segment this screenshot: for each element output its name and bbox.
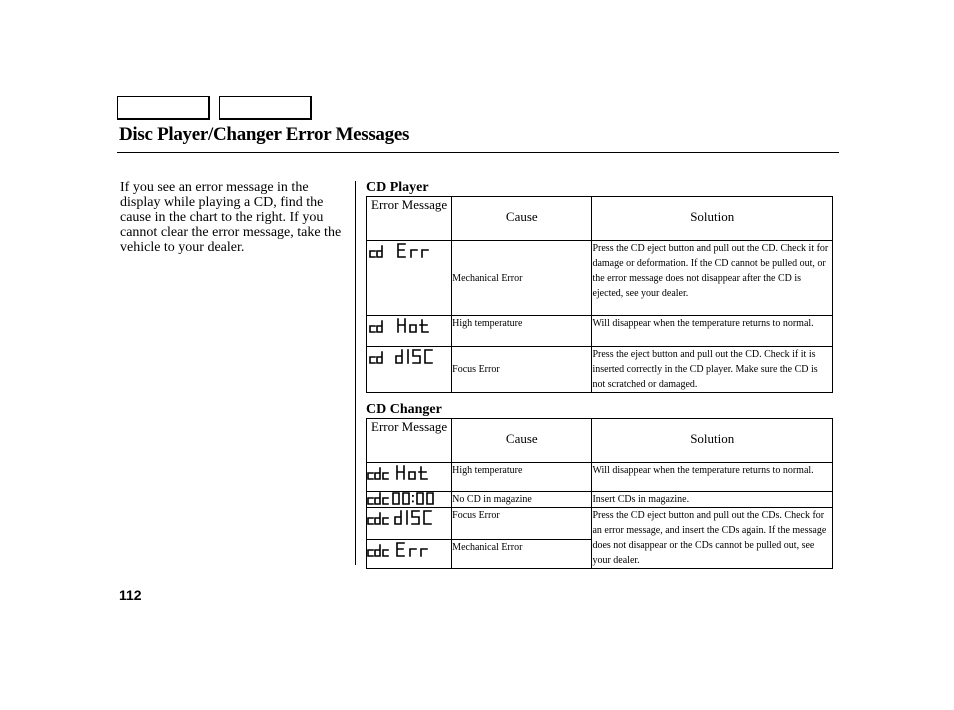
header-cause: Cause [452, 419, 592, 463]
lcd-cd-hot-icon [367, 316, 437, 334]
solution-cell: Will disappear when the temperature returns to normal. [592, 316, 833, 347]
lcd-display-cd-hot [367, 316, 452, 347]
table-row [367, 508, 833, 540]
table-row [367, 347, 833, 393]
page-title: Disc Player/Changer Error Messages [119, 124, 410, 145]
table-header-row [367, 197, 833, 241]
header-error-message: Error Message [367, 419, 452, 463]
solution-cell: Press the eject button and pull out the CD. Check if it is inserted correctly in the CD player. Make sure the CD is not scratched or damaged. [592, 347, 833, 393]
header-solution: Solution [592, 197, 833, 241]
cause-cell: Focus Error [452, 508, 592, 540]
cause-cell: High temperature [452, 316, 592, 347]
lcd-display-cd-err [367, 241, 452, 316]
lcd-display-cdc-err [367, 539, 452, 568]
solution-cell: Insert CDs in magazine. [592, 492, 833, 508]
cause-cell: Mechanical Error [452, 539, 592, 568]
cause-cell: High temperature [452, 463, 592, 492]
cause-cell: Focus Error [452, 347, 592, 393]
header-cause: Cause [452, 197, 592, 241]
lcd-cdc-err-icon [367, 540, 437, 558]
cd-changer-heading: CD Changer [366, 402, 442, 417]
lcd-display-cdc-0000 [367, 492, 452, 508]
table-row [367, 241, 833, 316]
lcd-cdc-0000-icon [367, 492, 442, 506]
table-row [367, 316, 833, 347]
nav-index-box[interactable] [219, 96, 312, 120]
table-row [367, 463, 833, 492]
lcd-cdc-disc-icon [367, 508, 442, 526]
lcd-cd-err-icon [367, 241, 437, 259]
header-solution: Solution [592, 419, 833, 463]
lcd-display-cdc-hot [367, 463, 452, 492]
cause-cell: Mechanical Error [452, 241, 592, 316]
nav-main-menu-box[interactable] [117, 96, 210, 120]
solution-cell: Will disappear when the temperature returns to normal. [592, 463, 833, 492]
intro-paragraph: If you see an error message in the display while playing a CD, find the cause in the chart to the right. If you cannot clear the error message, take the vehicle to your dealer. [120, 180, 342, 255]
lcd-display-cd-disc [367, 347, 452, 393]
solution-cell: Press the CD eject button and pull out the CDs. Check for an error message, and insert the CDs again. If the message does not disappear or the CDs cannot be pulled out, see your dealer. [592, 508, 833, 569]
cd-player-error-table [366, 196, 833, 393]
cd-player-heading: CD Player [366, 180, 429, 195]
lcd-cd-disc-icon [367, 347, 442, 365]
column-divider [355, 181, 356, 565]
title-divider [117, 152, 839, 153]
header-error-message: Error Message [367, 197, 452, 241]
solution-cell: Press the CD eject button and pull out the CD. Check it for damage or deformation. If the CD cannot be pulled out, or the error message does not disappear after the CD is ejected, see your dealer. [592, 241, 833, 316]
lcd-display-cdc-disc [367, 508, 452, 540]
table-row [367, 492, 833, 508]
lcd-cdc-hot-icon [367, 463, 437, 481]
cause-cell: No CD in magazine [452, 492, 592, 508]
page-number: 112 [119, 587, 142, 603]
table-header-row [367, 419, 833, 463]
cd-changer-error-table [366, 418, 833, 569]
